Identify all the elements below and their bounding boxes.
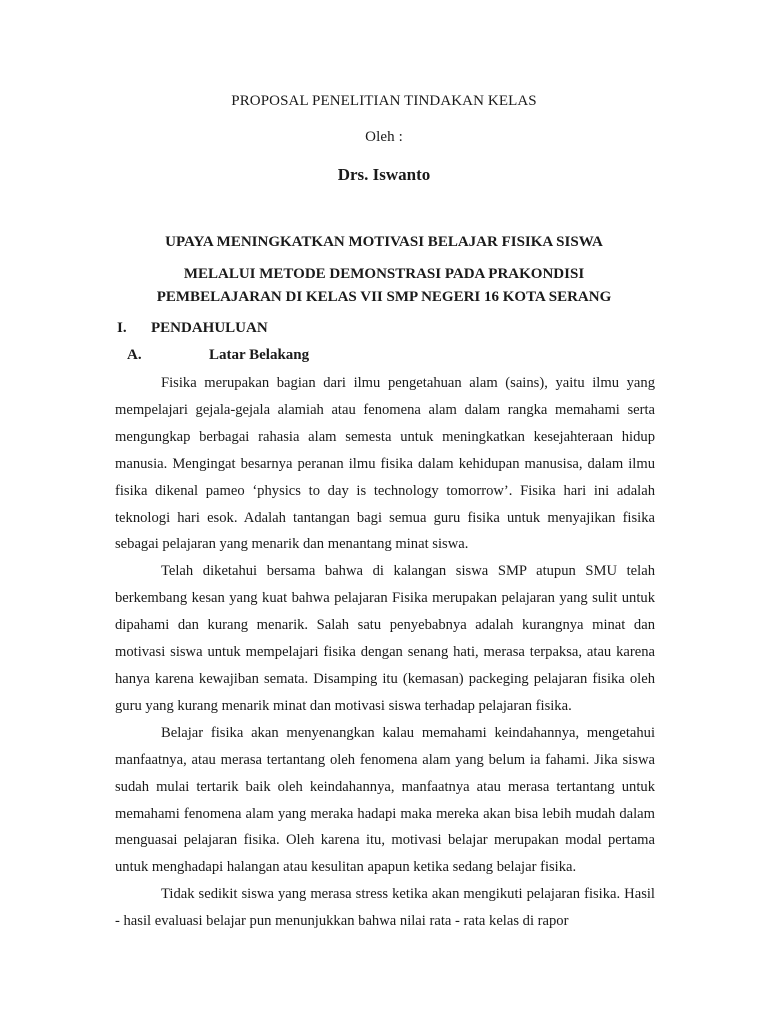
paragraph-1: Fisika merupakan bagian dari ilmu pengetahuan alam (sains), yaitu ilmu yang mempelajari gejala-gejala alamiah atau fenomena alam dalam rangka memahami serta mengungkap berbagai rahasia alam semesta untuk meningkatkan kesejahteraan hidup manusia. Mengingat besarnya peranan ilmu fisika dalam kehidupan manusisa, dalam ilmu fisika dikenal pameo ‘physics to day is technology tomorrow’. Fisika hari ini adalah teknologi hari esok. Adalah tantangan bagi semua guru fisika untuk menyajikan fisika sebagai pelajaran yang menarik dan menantang minat siswa. <box>115 375 655 553</box>
body-text <box>115 370 655 935</box>
title-line-2: MELALUI METODE DEMONSTRASI PADA PRAKONDISI <box>183 266 585 282</box>
section-number: I. <box>117 320 127 336</box>
author-name: Drs. Iswanto <box>337 165 431 184</box>
paragraph-3: Belajar fisika akan menyenangkan kalau memahami keindahannya, mengetahui manfaatnya, atau merasa tertantang oleh fenomena alam yang belum ia fahami. Jika siswa sudah mulai tertarik baik oleh keindahannya, manfaatnya atau merasa tertantang untuk memahami fenomena alam yang meraka hadapi maka mereka akan bisa lebih mudah dalam menguasai pelajaran fisika. Oleh karena itu, motivasi belajar merupakan modal pertama untuk menghadapi halangan atau kesulitan apapun ketika sedang belajar fisika. <box>115 724 655 876</box>
author-prefix: Oleh : <box>365 129 403 145</box>
subsection-heading: Latar Belakang <box>209 347 310 363</box>
section-heading: PENDAHULUAN <box>151 320 268 336</box>
title-line-3: PEMBELAJARAN DI KELAS VII SMP NEGERI 16 KOTA SERANG <box>156 289 612 305</box>
subsection-letter: A. <box>127 347 142 363</box>
paragraph-2: Telah diketahui bersama bahwa di kalangan siswa SMP atupun SMU telah berkembang kesan yang kuat bahwa pelajaran Fisika merupakan pelajaran yang sulit untuk dipahami dan kurang menarik. Salah satu penyebabnya adalah kurangnya minat dan motivasi siswa untuk mempelajari fisika dengan senang hati, merasa terpaksa, atau karena hanya karena kewajiban semata. Disamping itu (kemasan) packeging pelajaran fisika oleh guru yang kurang menarik minat dan motivasi siswa terhadap pelajaran fisika. <box>115 563 655 714</box>
document-type: PROPOSAL PENELITIAN TINDAKAN KELAS <box>231 93 537 109</box>
paragraph-4: Tidak sedikit siswa yang merasa stress ketika akan mengikuti pelajaran fisika. Hasil - hasil evaluasi belajar pun menunjukkan bahwa nilai rata - rata kelas di rapor <box>115 886 655 930</box>
title-line-1: UPAYA MENINGKATKAN MOTIVASI BELAJAR FISIKA SISWA <box>165 234 603 250</box>
